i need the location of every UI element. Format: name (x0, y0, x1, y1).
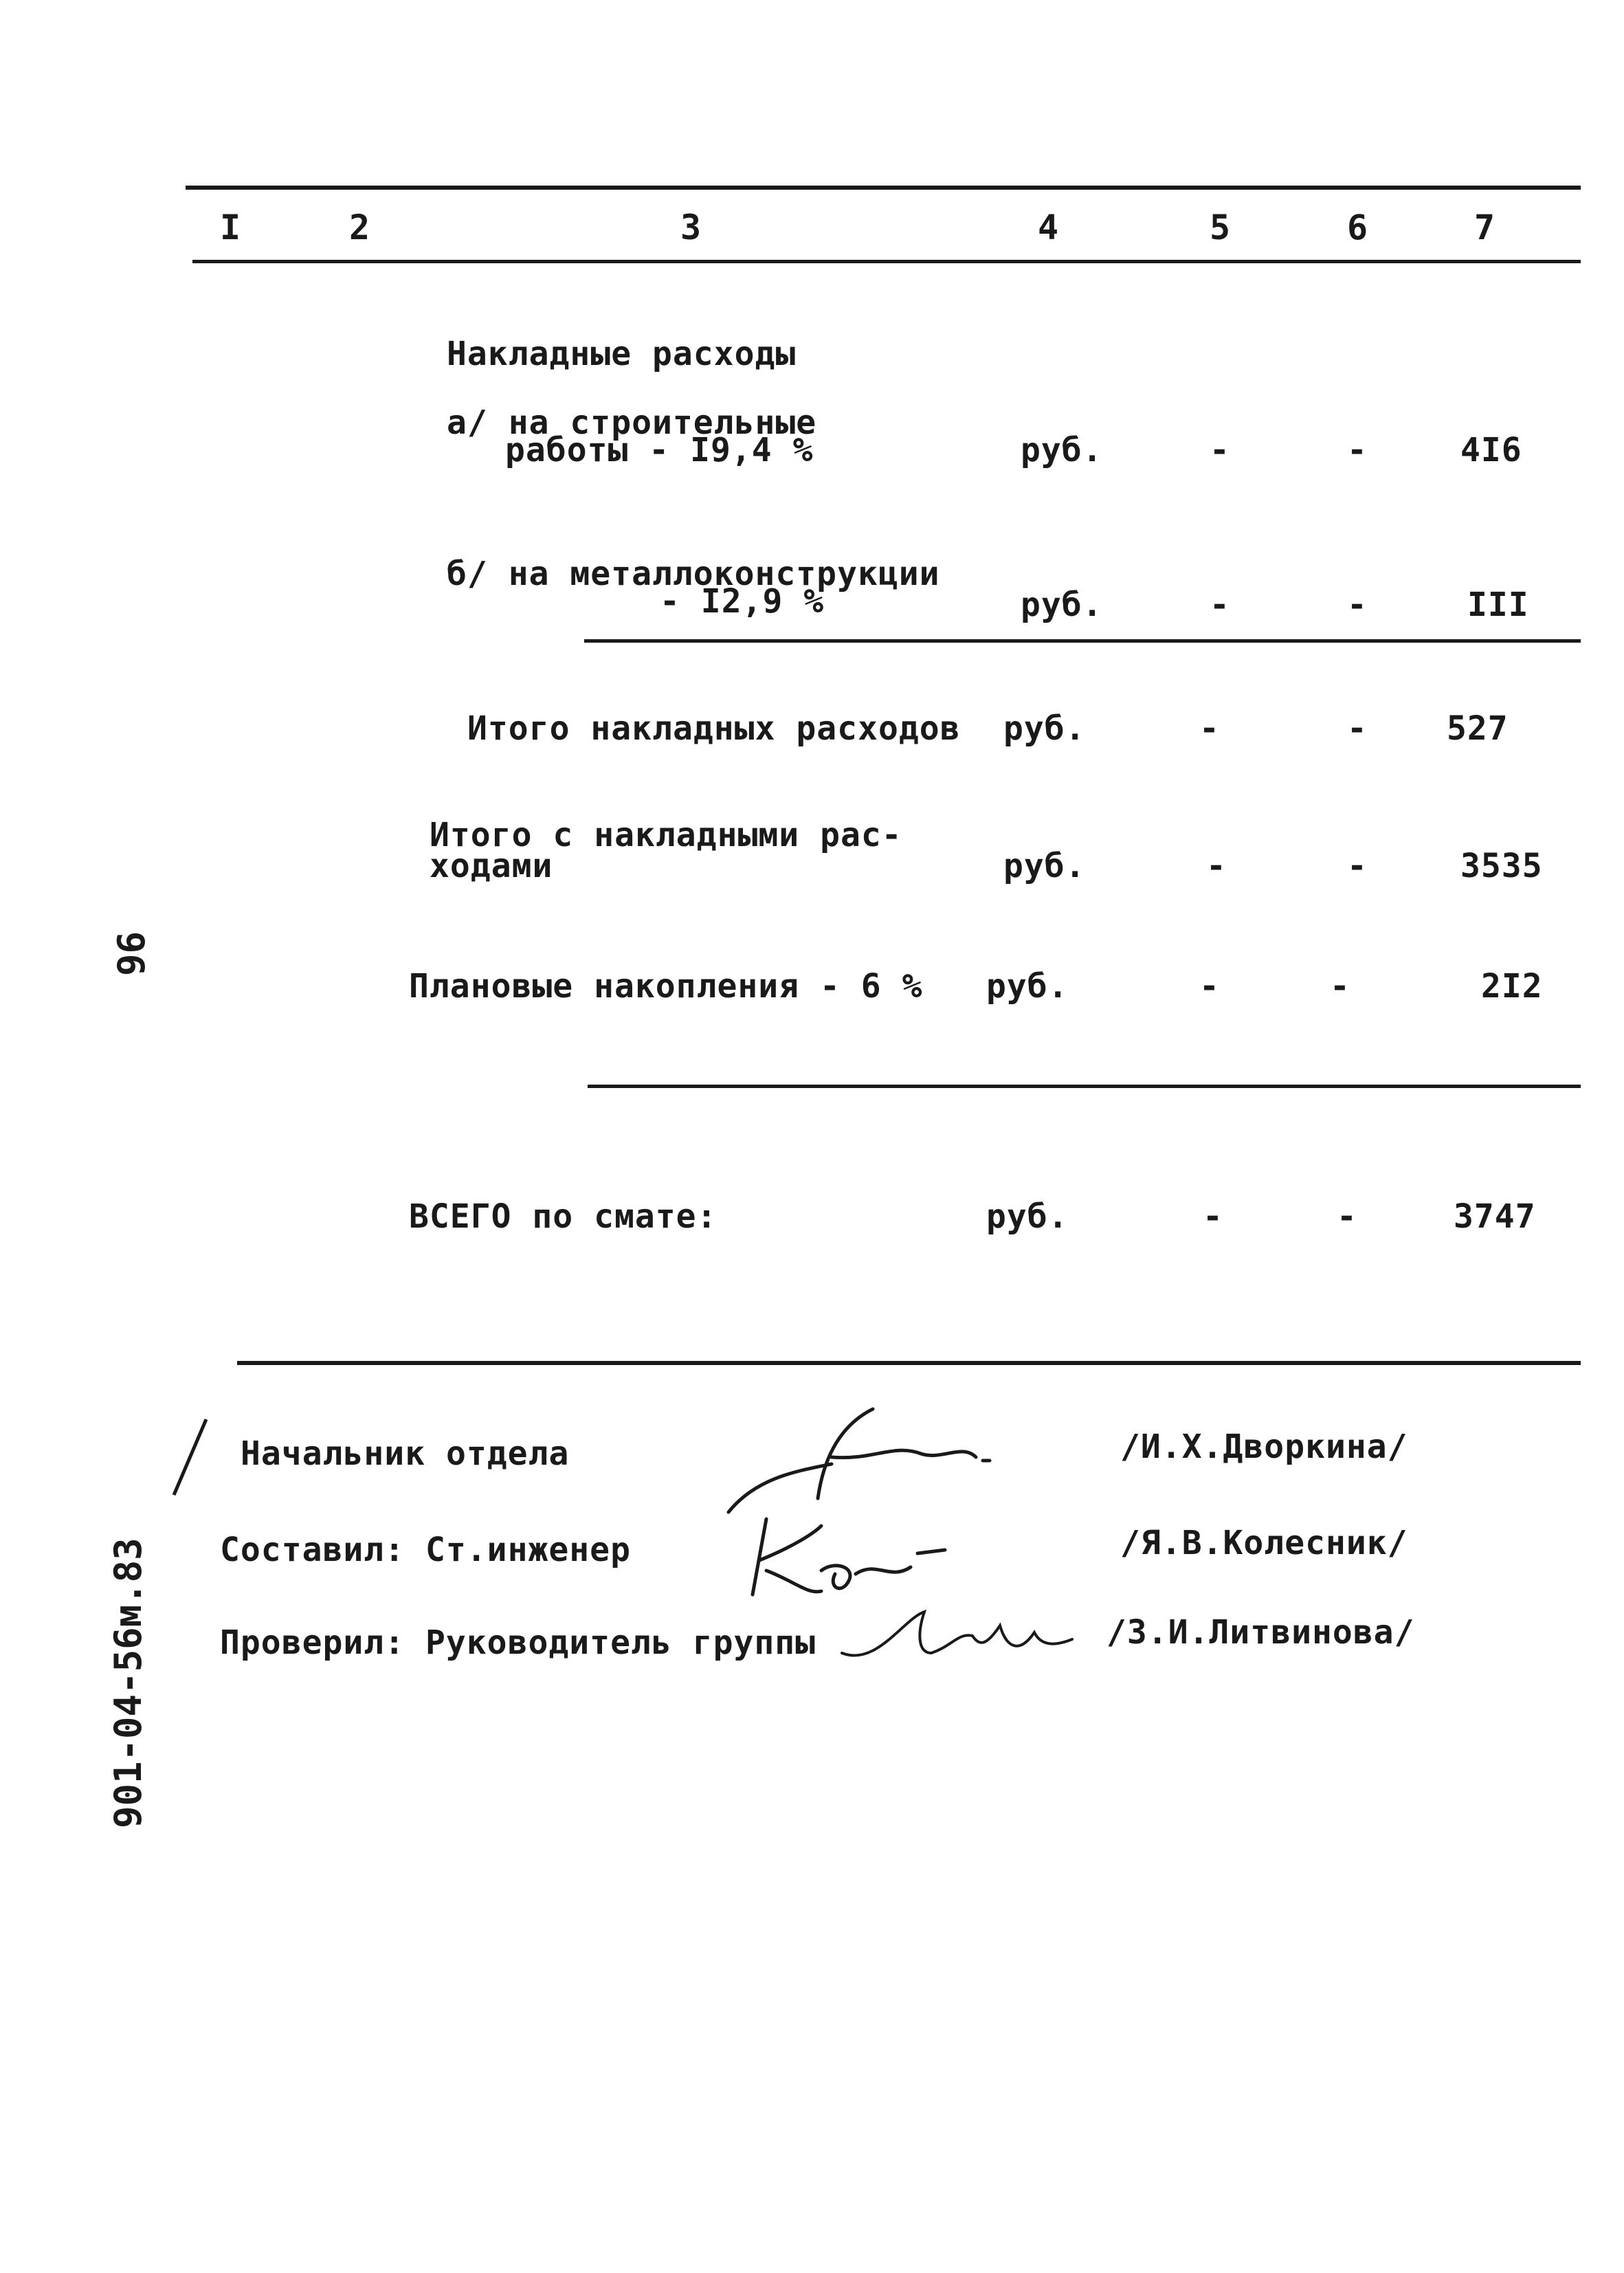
with-overhead-col6: - (1347, 847, 1368, 885)
col-header-4: 4 (1038, 208, 1059, 247)
signer-2-role: Составил: Ст.инженер (220, 1531, 631, 1569)
with-overhead-label-1: Итого с накладными рас- (430, 816, 902, 854)
overhead-b-col6: - (1347, 586, 1368, 624)
signer-1-name: /И.Х.Дворкина/ (1120, 1428, 1408, 1466)
overhead-a-col5: - (1210, 431, 1230, 469)
overhead-a-label-1: а/ на строительные (447, 403, 817, 442)
grand-total-col7: 3747 (1454, 1197, 1536, 1236)
planned-savings-col6: - (1330, 967, 1350, 1006)
overhead-a-label-2: работы - I9,4 % (505, 431, 814, 469)
overhead-b-unit: руб. (1021, 586, 1103, 624)
header-rule (192, 260, 1581, 263)
col-header-1: I (220, 208, 241, 247)
overhead-a-unit: руб. (1021, 431, 1103, 469)
signer-3-role: Проверил: Руководитель группы (220, 1623, 816, 1662)
overhead-b-label-1: б/ на металлоконструкции (447, 555, 940, 593)
overhead-total-col7: 527 (1447, 709, 1509, 748)
slash-mark-icon (168, 1416, 210, 1501)
overhead-b-label-2: - I2,9 % (660, 582, 825, 621)
with-overhead-col5: - (1206, 847, 1227, 885)
planned-savings-col5: - (1199, 967, 1220, 1006)
with-overhead-col7: 3535 (1460, 847, 1543, 885)
signature-rule (237, 1361, 1581, 1365)
planned-savings-label: Плановые накопления - 6 % (409, 967, 923, 1006)
overhead-b-col5: - (1210, 586, 1230, 624)
grand-total-label: ВСЕГО по смате: (409, 1197, 718, 1236)
with-overhead-unit: руб. (1003, 847, 1086, 885)
overhead-b-col7: III (1467, 586, 1529, 624)
overhead-total-unit: руб. (1003, 709, 1086, 748)
grand-total-col5: - (1203, 1197, 1223, 1236)
signer-3-name: /З.И.Литвинова/ (1106, 1613, 1415, 1652)
grand-total-col6: - (1337, 1197, 1357, 1236)
overhead-title: Накладные расходы (447, 335, 797, 373)
col-header-6: 6 (1347, 208, 1368, 247)
col-header-3: 3 (680, 208, 702, 247)
overhead-total-col6: - (1347, 709, 1368, 748)
col-header-7: 7 (1474, 208, 1495, 247)
planned-savings-unit: руб. (986, 967, 1069, 1006)
overhead-total-col5: - (1199, 709, 1220, 748)
signature-3-icon (835, 1598, 1082, 1676)
total-rule (588, 1085, 1581, 1088)
signer-1-role: Начальник отдела (241, 1434, 570, 1473)
signer-2-name: /Я.В.Колесник/ (1120, 1524, 1408, 1562)
subtotal-rule (584, 639, 1581, 643)
signature-2-icon (739, 1505, 959, 1611)
overhead-a-col6: - (1347, 431, 1368, 469)
with-overhead-label-2: ходами (430, 847, 553, 885)
planned-savings-col7: 2I2 (1481, 967, 1543, 1006)
col-header-2: 2 (349, 208, 370, 247)
col-header-5: 5 (1210, 208, 1231, 247)
side-page-number: 96 (110, 931, 153, 976)
overhead-total-label: Итого накладных расходов (467, 709, 961, 748)
top-rule (186, 186, 1581, 190)
side-document-code: 901-04-56м.83 (107, 1538, 150, 1828)
grand-total-unit: руб. (986, 1197, 1069, 1236)
overhead-a-col7: 4I6 (1460, 431, 1522, 469)
